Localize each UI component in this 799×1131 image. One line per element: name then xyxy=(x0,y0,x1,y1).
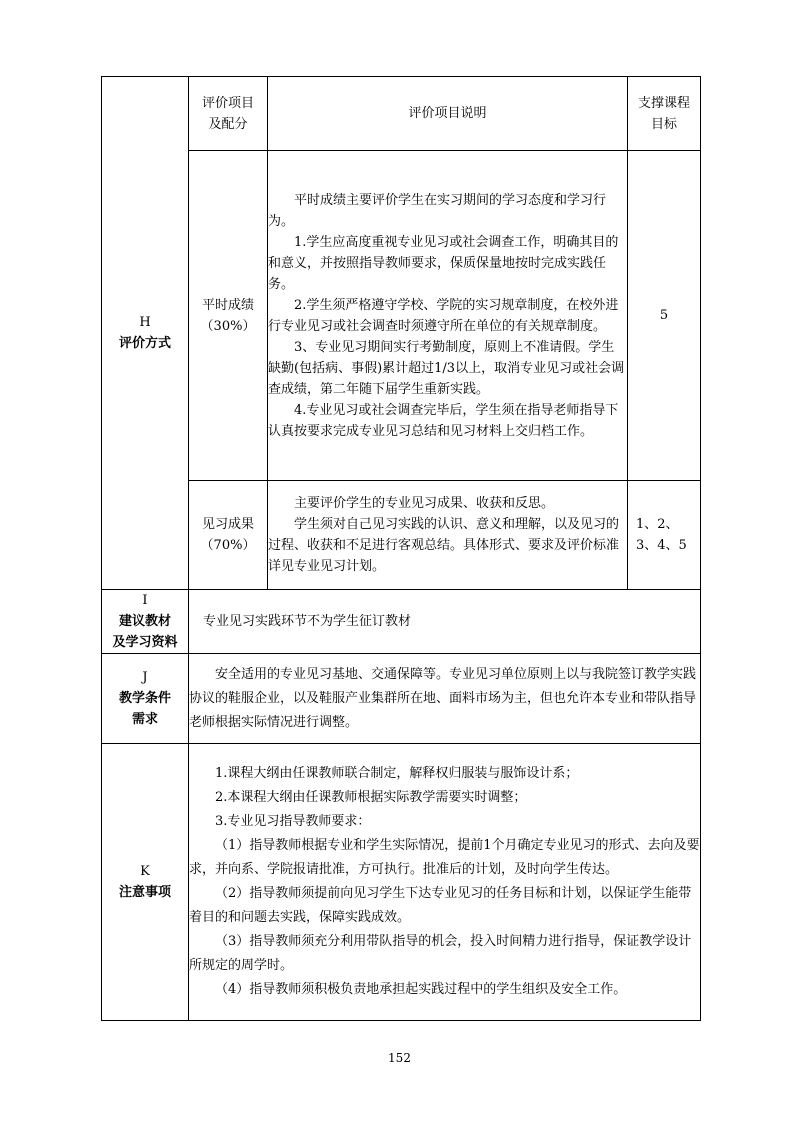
section-j-label xyxy=(102,654,189,744)
table-row xyxy=(102,481,701,590)
section-j-letter: J xyxy=(142,670,148,685)
paragraph: （1）指导教师根据专业和学生实际情况，提前1个月确定专业见习的形式、去向及要求，并向系、学院报请批准，方可执行。批准后的计划，及时向学生传达。 xyxy=(189,838,700,877)
header-item-score xyxy=(189,77,268,151)
paragraph: 3、专业见习期间实行考勤制度，原则上不准请假。学生缺勤(包括病、事假)累计超过1/3以上，取消专业见习或社会调查成绩，第二年随下届学生重新实践。 xyxy=(268,339,625,397)
section-h-letter: H xyxy=(139,315,151,330)
table-row xyxy=(102,151,701,481)
section-i-row xyxy=(102,590,701,654)
section-h-label xyxy=(102,77,189,590)
paragraph: 平时成绩主要评价学生在实习期间的学习态度和学习行为。 xyxy=(268,192,607,229)
item-outcome-support-text: 1、2、3、4、5 xyxy=(636,517,687,553)
header-support-text: 支撑课程目标 xyxy=(637,95,690,132)
section-j-row xyxy=(102,654,701,744)
paragraph: （4）指导教师须积极负责地承担起实践过程中的学生组织及安全工作。 xyxy=(215,982,627,997)
item-outcome-description xyxy=(268,481,628,590)
section-j-title-2: 需求 xyxy=(131,712,158,727)
paragraph: 安全适用的专业见习基地、交通保障等。专业见习单位原则上以与我院签订教学实践协议的鞋服企业，以及鞋服产业集群所在地、面料市场为主，但也允许本专业和带队指导老师根据实际情况进行调整。 xyxy=(189,666,697,730)
item-outcome xyxy=(189,481,268,590)
paragraph: 3.专业见习指导教师要求： xyxy=(215,814,371,829)
paragraph: 学生须对自己见习实践的认识、意义和理解，以及见习的过程、收获和不足进行客观总结。具体形式、要求及评价标准详见专业见习计划。 xyxy=(268,517,620,574)
section-i-content: 专业见习实践环节不为学生征订教材 xyxy=(189,590,701,654)
section-k-label xyxy=(102,744,189,1021)
paragraph: 4.专业见习或社会调查完毕后，学生须在指导老师指导下认真按要求完成专业见习总结和见习材料上交归档工作。 xyxy=(268,402,619,439)
section-i-title-2: 及学习资料 xyxy=(112,635,178,650)
paragraph: 1.学生应高度重视专业见习或社会调查工作，明确其目的和意义，并按照指导教师要求，保质保量地按时完成实践任务。 xyxy=(268,234,619,292)
section-k-letter: K xyxy=(140,864,150,879)
paragraph: 2.本课程大纲由任课教师根据实际教学需要实时调整； xyxy=(215,790,527,805)
item-regular-score: （30%） xyxy=(200,318,256,334)
item-outcome-name: 见习成果 xyxy=(201,517,254,532)
section-h-title: 评价方式 xyxy=(118,336,171,351)
section-i-letter: I xyxy=(142,593,148,608)
item-regular-support: 5 xyxy=(628,151,701,481)
header-description: 评价项目说明 xyxy=(268,77,628,151)
section-j-content xyxy=(189,654,701,744)
section-k-title: 注意事项 xyxy=(118,885,171,900)
item-regular-name: 平时成绩 xyxy=(201,297,254,313)
item-regular xyxy=(189,151,268,481)
section-k-row xyxy=(102,744,701,1021)
paragraph: 主要评价学生的专业见习成果、收获和反思。 xyxy=(294,496,555,511)
paragraph: 2.学生须严格遵守学校、学院的实习规章制度，在校外进行专业见习或社会调查时须遵守所在单位的有关规章制度。 xyxy=(268,297,619,334)
paragraph: （3）指导教师须充分利用带队指导的机会，投入时间精力进行指导，保证教学设计所规定的周学时。 xyxy=(189,934,692,973)
syllabus-table xyxy=(101,76,701,1021)
paragraph: （2）指导教师须提前向见习学生下达专业见习的任务目标和计划，以保证学生能带着目的和问题去实践，保障实践成效。 xyxy=(189,886,692,925)
item-outcome-support xyxy=(628,481,701,590)
header-item-score-text: 评价项目及配分 xyxy=(201,95,254,132)
page-number: 152 xyxy=(388,1051,411,1065)
item-regular-description xyxy=(268,151,628,481)
section-j-title-1: 教学条件 xyxy=(118,691,171,706)
paragraph: 1.课程大纲由任课教师联合制定，解释权归服装与服饰设计系； xyxy=(215,766,579,781)
header-support xyxy=(628,77,701,151)
header-row xyxy=(102,77,701,151)
section-i-label xyxy=(102,590,189,654)
section-i-title-1: 建议教材 xyxy=(118,614,171,629)
section-k-content xyxy=(189,744,701,1021)
item-outcome-score: （70%） xyxy=(200,538,256,553)
